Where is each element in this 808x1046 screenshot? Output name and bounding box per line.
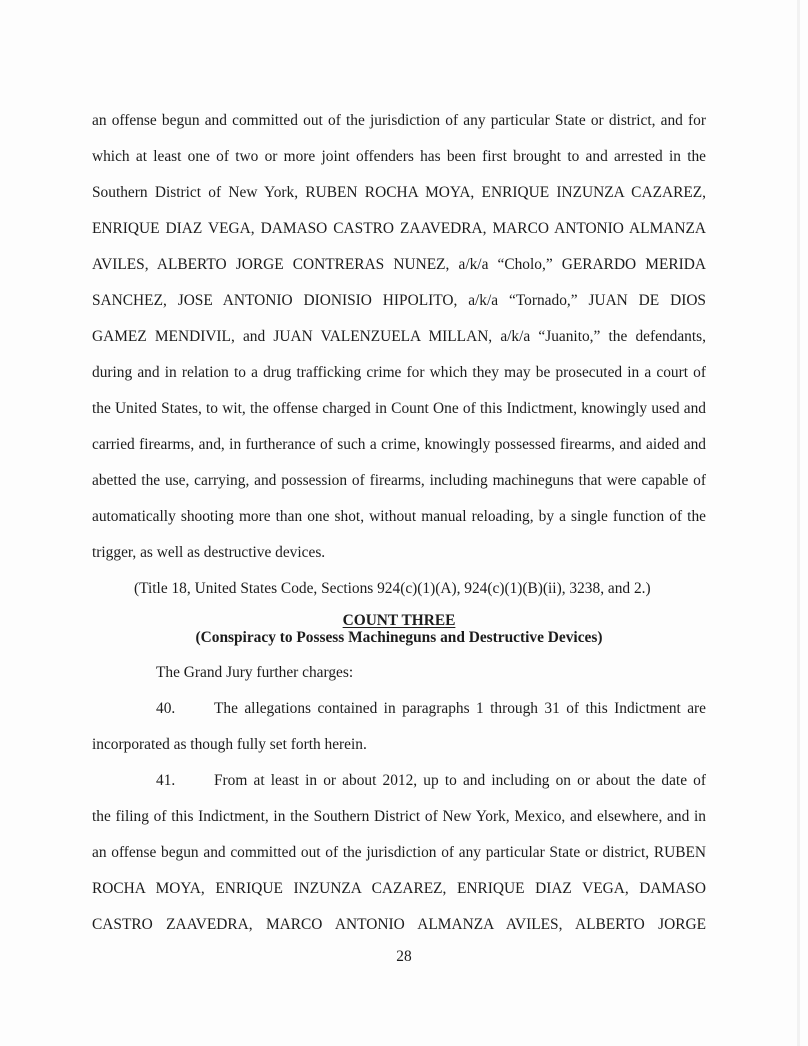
grand-jury-line: The Grand Jury further charges: bbox=[156, 664, 354, 681]
statute-citation: (Title 18, United States Code, Sections 924(c)(1)(A), 924(c)(1)(B)(ii), 3238, and 2.) bbox=[134, 580, 651, 597]
count-subheading: (Conspiracy to Possess Machineguns and Destructive Devices) bbox=[195, 629, 603, 646]
body-line: an offense begun and committed out of the jurisdiction of any particular State or district, RUBEN bbox=[92, 844, 706, 861]
page-edge bbox=[797, 0, 800, 1046]
body-line: AVILES, ALBERTO JORGE CONTRERAS NUNEZ, a/k/a “Cholo,” GERARDO MERIDA bbox=[92, 256, 706, 273]
body-line: abetted the use, carrying, and possession of firearms, including machineguns that were capable of bbox=[92, 472, 706, 489]
count-heading bbox=[92, 612, 706, 630]
paragraph-number: 41. bbox=[156, 772, 176, 789]
body-line: during and in relation to a drug trafficking crime for which they may be prosecuted in a court of bbox=[92, 364, 706, 381]
paragraph-40-second-line: incorporated as though fully set forth herein. bbox=[92, 736, 367, 753]
body-line: an offense begun and committed out of the jurisdiction of any particular State or district, and for bbox=[92, 112, 706, 129]
paragraph-40-first-line bbox=[156, 700, 706, 718]
body-line: carried firearms, and, in furtherance of such a crime, knowingly possessed firearms, and aided and bbox=[92, 436, 706, 453]
body-line: automatically shooting more than one shot, without manual reloading, by a single function of the bbox=[92, 508, 706, 525]
body-line: Southern District of New York, RUBEN ROCHA MOYA, ENRIQUE INZUNZA CAZAREZ, bbox=[92, 184, 706, 201]
body-line: ENRIQUE DIAZ VEGA, DAMASO CASTRO ZAAVEDRA, MARCO ANTONIO ALMANZA bbox=[92, 220, 706, 237]
count-title: COUNT THREE bbox=[342, 612, 456, 629]
paragraph-number: 40. bbox=[156, 700, 176, 717]
paragraph-text: The allegations contained in paragraphs 1 through 31 of this Indictment are bbox=[214, 700, 706, 717]
body-line: SANCHEZ, JOSE ANTONIO DIONISIO HIPOLITO, a/k/a “Tornado,” JUAN DE DIOS bbox=[92, 292, 706, 309]
body-line: which at least one of two or more joint offenders has been first brought to and arrested in the bbox=[92, 148, 706, 165]
body-line: GAMEZ MENDIVIL, and JUAN VALENZUELA MILLAN, a/k/a “Juanito,” the defendants, bbox=[92, 328, 706, 345]
body-line: the United States, to wit, the offense charged in Count One of this Indictment, knowingly used and bbox=[92, 400, 706, 417]
page-number: 28 bbox=[396, 948, 412, 965]
paragraph-text: From at least in or about 2012, up to and including on or about the date of bbox=[214, 772, 706, 789]
body-line: trigger, as well as destructive devices. bbox=[92, 544, 326, 561]
body-line: CASTRO ZAAVEDRA, MARCO ANTONIO ALMANZA AVILES, ALBERTO JORGE bbox=[92, 916, 706, 933]
paragraph-41-first-line bbox=[156, 772, 706, 790]
body-line: ROCHA MOYA, ENRIQUE INZUNZA CAZAREZ, ENRIQUE DIAZ VEGA, DAMASO bbox=[92, 880, 706, 897]
body-line: the filing of this Indictment, in the Southern District of New York, Mexico, and elsewhere, and in bbox=[92, 808, 706, 825]
